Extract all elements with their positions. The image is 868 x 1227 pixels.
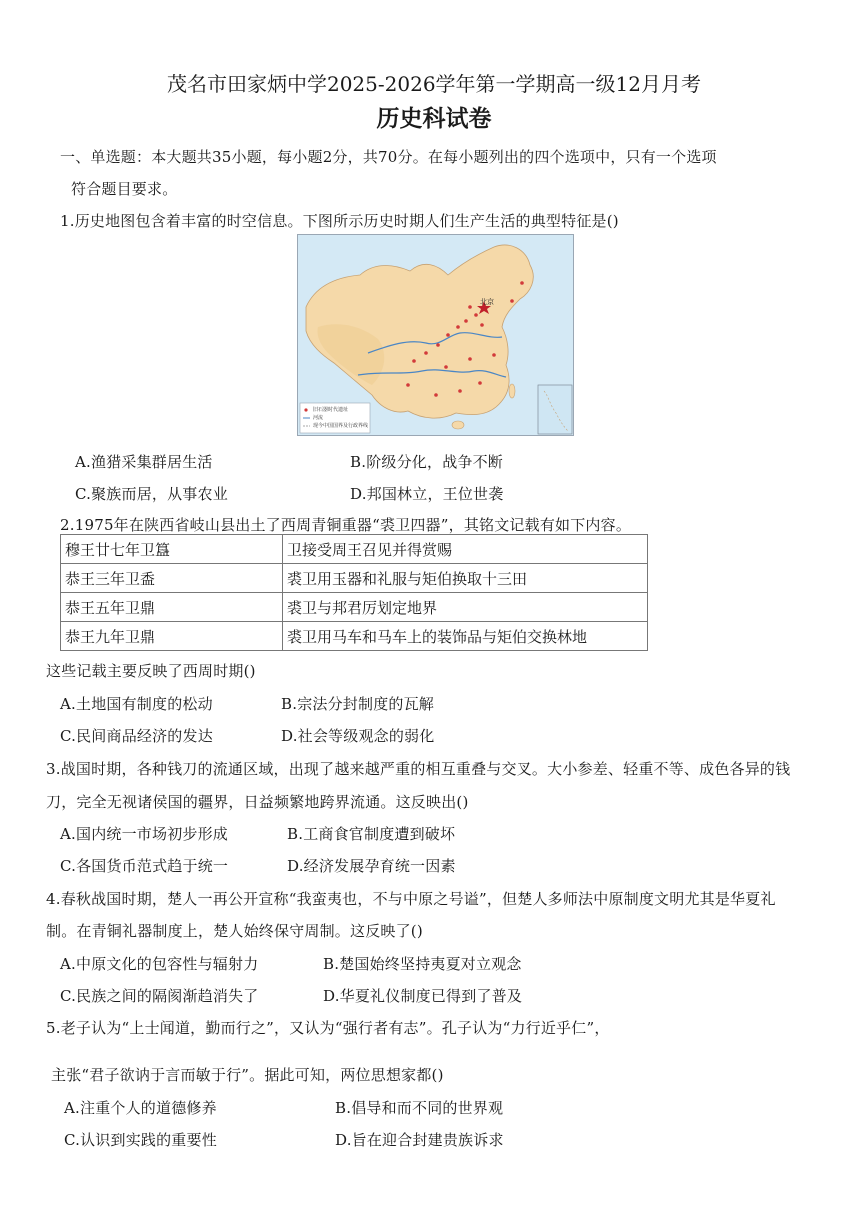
question-3-option-c[interactable]: C.各国货币范式趋于统一: [60, 857, 229, 875]
question-2-stem: 2.1975年在陕西省岐山县出土了西周青铜重器“裘卫四器”，其铭文记载有如下内容。: [60, 516, 632, 534]
question-3-option-a[interactable]: A.国内统一市场初步形成: [60, 825, 229, 843]
inscription-table: [60, 534, 648, 651]
question-1-option-d[interactable]: D.邦国林立，王位世袭: [350, 485, 504, 503]
historical-map: [297, 234, 574, 436]
question-4-option-b[interactable]: B.楚国始终坚持夷夏对立观念: [323, 955, 522, 973]
question-3-stem-cont: 刀，完全无视诸侯国的疆界，日益频繁地跨界流通。这反映出(): [46, 793, 469, 811]
table-cell: 裘卫用玉器和礼服与矩伯换取十三田: [283, 564, 648, 593]
table-cell: 穆王廿七年卫簋: [61, 535, 283, 564]
table-cell: 卫接受周王召见并得赏赐: [283, 535, 648, 564]
map-city-label: 北京: [480, 298, 494, 306]
question-3-option-b[interactable]: B.工商食官制度遭到破坏: [287, 825, 456, 843]
question-1-option-c[interactable]: C.聚族而居，从事农业: [75, 485, 228, 503]
question-4-option-a[interactable]: A.中原文化的包容性与辐射力: [60, 955, 259, 973]
exam-title: 茂名市田家炳中学2025-2026学年第一学期高一级12月月考: [166, 72, 701, 96]
question-5-option-c[interactable]: C.认识到实践的重要性: [64, 1131, 217, 1149]
section-instruction: 一、单选题：本大题共35小题，每小题2分，共70分。在每小题列出的四个选项中，只有一个选项: [60, 148, 717, 166]
map-legend-item: 旧石器时代遗址: [313, 407, 349, 413]
table-row: [61, 622, 648, 651]
table-cell: 裘卫用马车和马车上的装饰品与矩伯交换林地: [283, 622, 648, 651]
table-row: [61, 535, 648, 564]
question-1-option-a[interactable]: A.渔猎采集群居生活: [75, 453, 213, 471]
question-3-option-d[interactable]: D.经济发展孕育统一因素: [287, 857, 456, 875]
exam-subject-title: 历史科试卷: [376, 105, 492, 132]
question-2-option-c[interactable]: C.民间商品经济的发达: [60, 727, 213, 745]
question-4-option-d[interactable]: D.华夏礼仪制度已得到了普及: [323, 987, 523, 1005]
question-5-option-a[interactable]: A.注重个人的道德修养: [64, 1099, 217, 1117]
table-row: [61, 564, 648, 593]
question-4-stem-cont: 制。在青铜礼器制度上，楚人始终保守周制。这反映了(): [46, 922, 423, 940]
china-map-image: [298, 235, 573, 435]
map-legend-item: 现今中国国界及行政界线: [313, 423, 369, 429]
question-5-option-d[interactable]: D.旨在迎合封建贵族诉求: [335, 1131, 504, 1149]
section-instruction-cont: 符合题目要求。: [71, 180, 178, 198]
question-1-stem: 1.历史地图包含着丰富的时空信息。下图所示历史时期人们生产生活的典型特征是(): [60, 212, 619, 230]
question-5-option-b[interactable]: B.倡导和而不同的世界观: [335, 1099, 504, 1117]
question-2-prompt: 这些记载主要反映了西周时期(): [46, 662, 256, 680]
map-legend-item: 河流: [313, 415, 324, 421]
question-4-stem: 4.春秋战国时期，楚人一再公开宣称“我蛮夷也，不与中原之号谥”，但楚人多师法中原制度文明尤其是华夏礼: [46, 890, 776, 908]
table-cell: 恭王五年卫鼎: [61, 593, 283, 622]
table-cell: 恭王三年卫盉: [61, 564, 283, 593]
question-2-option-a[interactable]: A.土地国有制度的松动: [60, 695, 213, 713]
question-5-stem-cont: 主张“君子欲讷于言而敏于行”。据此可知，两位思想家都(): [51, 1066, 444, 1084]
question-2-option-b[interactable]: B.宗法分封制度的瓦解: [281, 695, 434, 713]
table-cell: 恭王九年卫鼎: [61, 622, 283, 651]
question-3-stem: 3.战国时期，各种钱刀的流通区域，出现了越来越严重的相互重叠与交叉。大小参差、轻重不等、成色各异的钱: [46, 760, 791, 778]
question-4-option-c[interactable]: C.民族之间的隔阂渐趋消失了: [60, 987, 259, 1005]
question-2-option-d[interactable]: D.社会等级观念的弱化: [281, 727, 435, 745]
table-cell: 裘卫与邦君厉划定地界: [283, 593, 648, 622]
question-1-option-b[interactable]: B.阶级分化，战争不断: [350, 453, 503, 471]
table-row: [61, 593, 648, 622]
question-5-stem: 5.老子认为“上士闻道，勤而行之”，又认为“强行者有志”。孔子认为“力行近乎仁”，: [46, 1019, 610, 1037]
